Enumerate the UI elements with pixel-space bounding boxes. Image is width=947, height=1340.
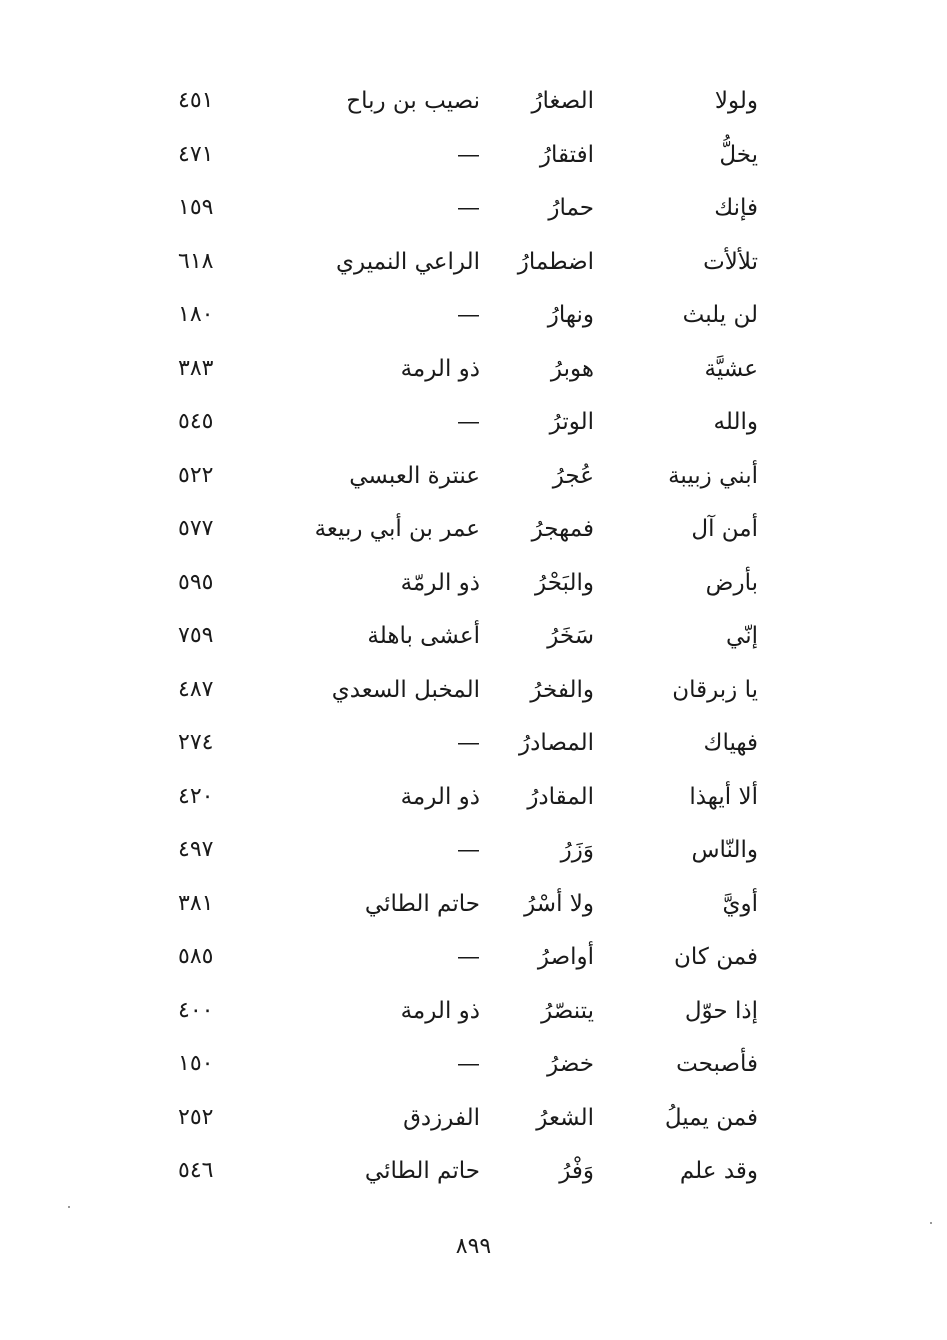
rhyme-word: افتقارُ	[539, 141, 594, 168]
poet-name: ذو الرمة	[400, 997, 480, 1024]
poet-name: عمر بن أبي ربيعة	[314, 516, 480, 542]
page-ref: ٥٢٢	[178, 462, 214, 488]
poet-name: ذو الرمة	[400, 355, 480, 382]
rhyme-word: يتنصّرُ	[541, 997, 594, 1024]
first-word: فمن كان	[674, 944, 758, 970]
first-word: ولولا	[714, 88, 758, 114]
index-row	[160, 288, 780, 342]
rhyme-word: وَفْرُ	[559, 1158, 594, 1184]
rhyme-word: فمهجرُ	[531, 516, 594, 542]
page-ref: ٥٧٧	[178, 516, 214, 541]
page-ref: ٣٨١	[178, 890, 214, 916]
page-ref: ٤٨٧	[178, 676, 214, 702]
poet-name: —	[457, 837, 480, 863]
scan-speck	[930, 1222, 932, 1224]
first-word: فأصبحت	[676, 1051, 758, 1077]
poet-name: عنترة العبسي	[349, 462, 480, 489]
first-word: أبني زبيبة	[668, 462, 758, 489]
page-number: ٨٩٩	[455, 1234, 492, 1259]
index-row	[160, 716, 780, 770]
index-row	[160, 823, 780, 877]
index-row	[160, 342, 780, 396]
index-row	[160, 502, 780, 556]
poet-name: أعشى باهلة	[367, 623, 480, 649]
index-row	[160, 128, 780, 182]
first-word: وقد علم	[679, 1158, 758, 1184]
page-ref: ١٥٠	[178, 1051, 214, 1076]
first-word: والله	[713, 409, 758, 435]
poet-name: نصيب بن رباح	[346, 88, 480, 114]
first-word: عشيَّة	[704, 355, 758, 382]
rhyme-word: وَزَرُ	[560, 837, 594, 863]
page-ref: ٥٤٦	[178, 1158, 214, 1183]
index-row	[160, 984, 780, 1038]
rhyme-word: ونهارُ	[547, 302, 594, 328]
index-row	[160, 235, 780, 289]
poet-name: —	[457, 1051, 480, 1077]
poet-name: —	[457, 195, 480, 221]
first-word: فإنك	[714, 195, 758, 221]
page-ref: ٤٧١	[178, 141, 214, 167]
index-row	[160, 1037, 780, 1091]
page-ref: ٤٠٠	[178, 997, 214, 1023]
first-word: أمن آل	[691, 516, 758, 542]
page-ref: ١٨٠	[178, 302, 214, 327]
index-row	[160, 930, 780, 984]
scan-speck	[68, 1206, 70, 1208]
first-word: فهياك	[703, 730, 758, 756]
rhyme-word: أواصرُ	[537, 944, 594, 970]
poet-name: —	[457, 141, 480, 168]
first-word: إنّي	[726, 623, 758, 649]
rhyme-word: والفخرُ	[530, 676, 594, 703]
rhyme-word: المصادرُ	[519, 730, 594, 756]
page-ref: ٥٨٥	[178, 944, 214, 969]
rhyme-word: ولا أسْرُ	[524, 890, 594, 917]
poet-name: —	[457, 409, 480, 435]
rhyme-word: اضطمارُ	[517, 248, 594, 275]
index-row	[160, 770, 780, 824]
page-ref: ٥٤٥	[178, 409, 214, 434]
poet-name: الفرزدق	[403, 1104, 480, 1131]
page-ref: ٧٥٩	[178, 623, 214, 648]
poet-name: —	[457, 730, 480, 756]
first-word: لن يلبث	[682, 302, 758, 328]
poet-name: —	[457, 944, 480, 970]
rhyme-word: هوبرُ	[550, 355, 594, 382]
first-word: فمن يميلُ	[664, 1104, 758, 1131]
first-word: بأرض	[705, 569, 758, 596]
page-ref: ٤٩٧	[178, 837, 214, 862]
page-ref: ٥٩٥	[178, 569, 214, 595]
index-row	[160, 877, 780, 931]
index-row	[160, 609, 780, 663]
rhyme-word: حمارُ	[548, 195, 594, 221]
poet-name: —	[457, 302, 480, 328]
poet-name: الراعي النميري	[336, 248, 480, 275]
verse-index-table	[160, 74, 780, 1198]
first-word: يخلُّ	[719, 141, 758, 168]
page-ref: ١٥٩	[178, 195, 214, 220]
rhyme-word: سَخَرُ	[547, 623, 594, 649]
first-word: إذا حوّل	[684, 997, 758, 1024]
first-word: ألا أيهذا	[689, 783, 758, 810]
poet-name: ذو الرمة	[400, 783, 480, 810]
rhyme-word: الشعرُ	[536, 1104, 594, 1131]
index-row	[160, 1091, 780, 1145]
poet-name: حاتم الطائي	[364, 890, 480, 917]
poet-name: ذو الرمّة	[400, 569, 480, 596]
index-row	[160, 663, 780, 717]
index-row	[160, 1144, 780, 1198]
rhyme-word: عُجرُ	[552, 462, 594, 489]
page-ref: ٢٧٤	[178, 730, 214, 755]
first-word: تلألأت	[703, 248, 758, 275]
poet-name: حاتم الطائي	[364, 1158, 480, 1184]
first-word: أويَّ	[722, 890, 758, 917]
rhyme-word: خضرُ	[547, 1051, 594, 1077]
rhyme-word: الوترُ	[549, 409, 594, 435]
rhyme-word: والبَحْرُ	[535, 569, 594, 596]
index-row	[160, 181, 780, 235]
poet-name: المخبل السعدي	[331, 676, 480, 703]
index-row	[160, 74, 780, 128]
index-row	[160, 395, 780, 449]
page-ref: ٣٨٣	[178, 355, 214, 381]
index-row	[160, 556, 780, 610]
page-ref: ٤٥١	[178, 88, 214, 113]
first-word: والنّاس	[691, 837, 758, 863]
page-ref: ٦١٨	[178, 248, 214, 274]
rhyme-word: الصغارُ	[531, 88, 594, 114]
first-word: يا زبرقان	[672, 676, 758, 703]
page-ref: ٢٥٢	[178, 1104, 214, 1130]
rhyme-word: المقادرُ	[527, 783, 594, 810]
page-ref: ٤٢٠	[178, 783, 214, 809]
index-row	[160, 449, 780, 503]
